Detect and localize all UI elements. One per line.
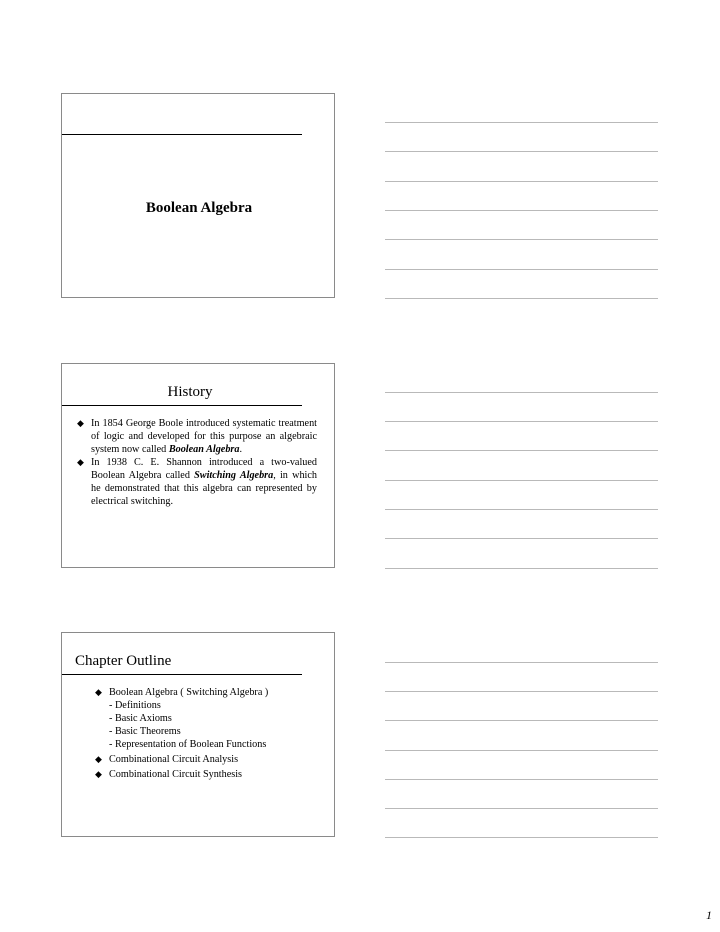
title-rule — [62, 134, 302, 135]
slide-boolean-algebra — [61, 93, 335, 298]
note-line — [385, 662, 658, 663]
slide-title: History — [167, 384, 213, 400]
note-line — [385, 568, 658, 569]
bullet-text: In 1938 C. E. Shannon introduced a two-valued Boolean Algebra called — [91, 457, 317, 481]
bullet-text-end: , in which he demonstrated that this algebra can represented by electrical switching. — [91, 470, 317, 507]
diamond-bullet-icon: ◆ — [95, 687, 102, 697]
slide-chapter-outline — [61, 632, 335, 837]
note-line — [385, 808, 658, 809]
title-rule — [62, 674, 302, 675]
page-number: 1 — [706, 908, 712, 922]
note-line — [385, 151, 658, 152]
emphasis-text: Switching Algebra — [194, 470, 274, 481]
note-line — [385, 181, 658, 182]
outline-item — [95, 753, 315, 766]
note-line — [385, 480, 658, 481]
title-rule — [62, 405, 302, 406]
slide-history — [61, 363, 335, 568]
outline-subitem: - Definitions — [109, 700, 161, 711]
outline-item-label: Combinational Circuit Synthesis — [109, 769, 242, 780]
note-line — [385, 750, 658, 751]
note-line — [385, 210, 658, 211]
diamond-bullet-icon: ◆ — [95, 769, 102, 779]
note-line — [385, 239, 658, 240]
outline-item-label: Combinational Circuit Analysis — [109, 754, 239, 765]
outline-subitem: - Basic Theorems — [109, 726, 181, 737]
slide-title: Chapter Outline — [75, 653, 172, 669]
bullet-item — [77, 456, 317, 508]
diamond-bullet-icon: ◆ — [77, 418, 84, 428]
outline-item — [95, 768, 315, 781]
note-line — [385, 269, 658, 270]
note-line — [385, 779, 658, 780]
note-line — [385, 298, 658, 299]
bullet-item — [77, 417, 317, 456]
note-line — [385, 421, 658, 422]
slide-title: Boolean Algebra — [145, 200, 253, 216]
outline-subitem: - Representation of Boolean Functions — [109, 739, 267, 750]
note-line — [385, 392, 658, 393]
emphasis-text: Boolean Algebra — [168, 444, 240, 455]
note-line — [385, 450, 658, 451]
diamond-bullet-icon: ◆ — [95, 754, 102, 764]
outline-subitem: - Basic Axioms — [109, 713, 172, 724]
bullet-text-end: . — [239, 444, 243, 455]
outline-list — [95, 686, 315, 783]
note-line — [385, 837, 658, 838]
note-line — [385, 509, 658, 510]
outline-item — [95, 686, 315, 751]
note-line — [385, 720, 658, 721]
note-line — [385, 538, 658, 539]
outline-item-label: Boolean Algebra ( Switching Algebra ) — [109, 687, 269, 698]
bullet-list — [77, 417, 317, 508]
note-line — [385, 122, 658, 123]
diamond-bullet-icon: ◆ — [77, 457, 84, 467]
note-line — [385, 691, 658, 692]
bullet-text: In 1854 George Boole introduced systematic treatment of logic and developed for this purpose an algebraic system now called — [91, 418, 317, 455]
